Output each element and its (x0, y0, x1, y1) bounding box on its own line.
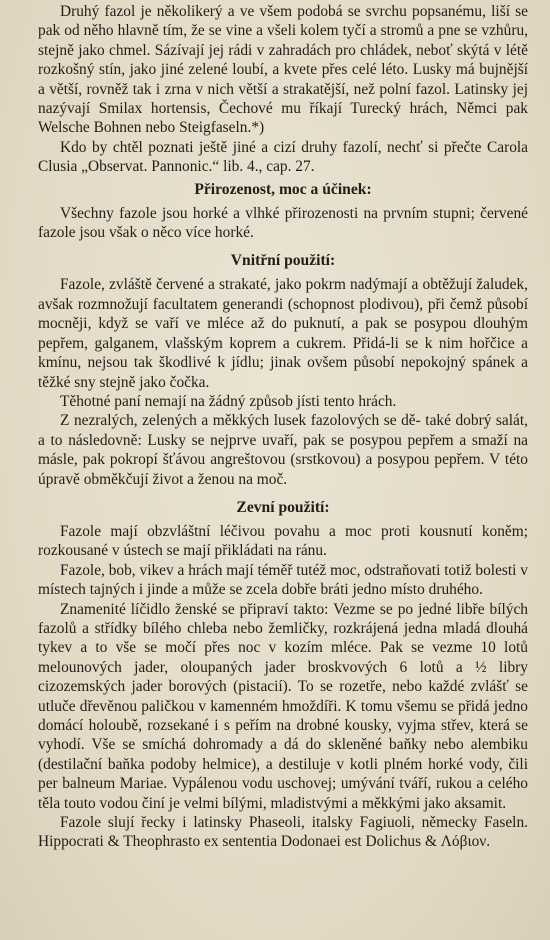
paragraph-pains: Fazole, bob, vikev a hrách mají téměř tutéž moc, odstraňovati totiž bolesti v místech tajných i jinde a může se zcela dobře bráti jedno místo druhého. (38, 561, 528, 599)
heading-internal-use: Vnitřní použití: (230, 252, 336, 270)
paragraph-climbing-bean: Druhý fazol je několikerý a ve všem podobá se svrchu popsanému, liší se pak od něho hlavně tím, že se vine a všeli kolem tyčí a stromů a pne se vzhůru, stejně jako chmel. Sázívají jej rádi v zahradách pro chládek, neboť skýtá v létě rozkošný stín, jako jiné zelené loubí, a kvete přes celé léto. Lusky má bujnější a větší, rovněž tak i zrna v nich větší a strakatější, než polní fazol. Latinsky jej nazývají Smilax hortensis, Čechové mu říkají Turecký hrách, Němci pak Welsche Bohnen nebo Steigfaseln.*) (38, 3, 528, 137)
paragraph-salad: Z nezralých, zelených a měkkých lusek fazolových se dě- také dobrý salát, a to následovně: Lusky se nejprve uvaří, pak se posypou pepřem a smaží na másle, pak pokropí šťávou angreštovou (srstkovou) a posypou pepřem. V této úpravě obměkčují život a ženou na moč. (38, 412, 528, 488)
paragraph-names: Fazole slují řecky i latinsky Phaseoli, italsky Fagiuoli, německy Faseln. Hippocrati & Theophrasto ex sententia Dodonaei est Dolichus & Λόβιον. (38, 814, 528, 851)
paragraph-internal-use: Fazole, zvláště červené a strakaté, jako pokrm nadýmají a obtěžují žaludek, avšak rozmnožují facultatem generandi (schopnost plodivou), při čemž působí mocněji, když se vaří ve mléce až do puknutí, a pak se posypou dlouhým pepřem, galganem, vlašským koprem a cukrem. Přidá-li se k nim hořčice a kmínu, nejsou tak škodlivé k jídlu; jinak ovšem působí nepokojný spánek a těžké sny stejně jako čočka. (38, 276, 528, 391)
paragraph-horse-bite: Fazole mají obzvláštní léčivou povahu a moc proti kousnutí koněm; rozkousané v ústech se mají přikládati na ránu. (38, 522, 528, 560)
heading-external-use: Zevní použití: (236, 498, 330, 516)
heading-nature: Přirozenost, moc a účinek: (194, 180, 372, 198)
paragraph-pregnant: Těhotné paní nemají na žádný způsob jísti tento hrách. (60, 392, 397, 410)
paragraph-cosmetic: Znamenité líčidlo ženské se připraví takto: Vezme se po jedné libře bílých fazolů a střídky bílého chleba nebo žemličky, rozkrájená jedna mladá dlouhá tykev a to vše se močí přes noc v kozím mléce. Pak se vezme 10 lotů melounových jader, oloupaných jader broskvových 6 lotů a ½ libry cizozemských jader borových (pistacií). To se rozetře, nebo každé zvlášť se utluče dřevěnou paličkou v kamenném hmoždíři. K tomu všemu se přidá jedno domácí holoubě, rozsekané i s peřím na drobné kousky, vyjma střev, která se vyhodí. Vše se smíchá dohromady a dá do skleněné baňky nebo alembiku (destilační baňka podoby helmice), a destiluje v kotli plném horké vody, čili per balneum Mariae. Vypálenou vodu uschovej; umývání tváří, rukou a celého těla touto vodou činí je velmi bílými, mladistvými a měkkými jako aksamit. (38, 600, 528, 812)
paragraph-nature: Všechny fazole jsou horké a vlhké přirozenosti na prvním stupni; červené fazole jsou však o něco více horké. (38, 204, 528, 242)
paragraph-clusius-reference: Kdo by chtěl poznati ještě jiné a cizí druhy fazolí, nechť si přečte Carola Clusia „Observat. Pannonic.“ lib. 4., cap. 27. (38, 138, 528, 176)
